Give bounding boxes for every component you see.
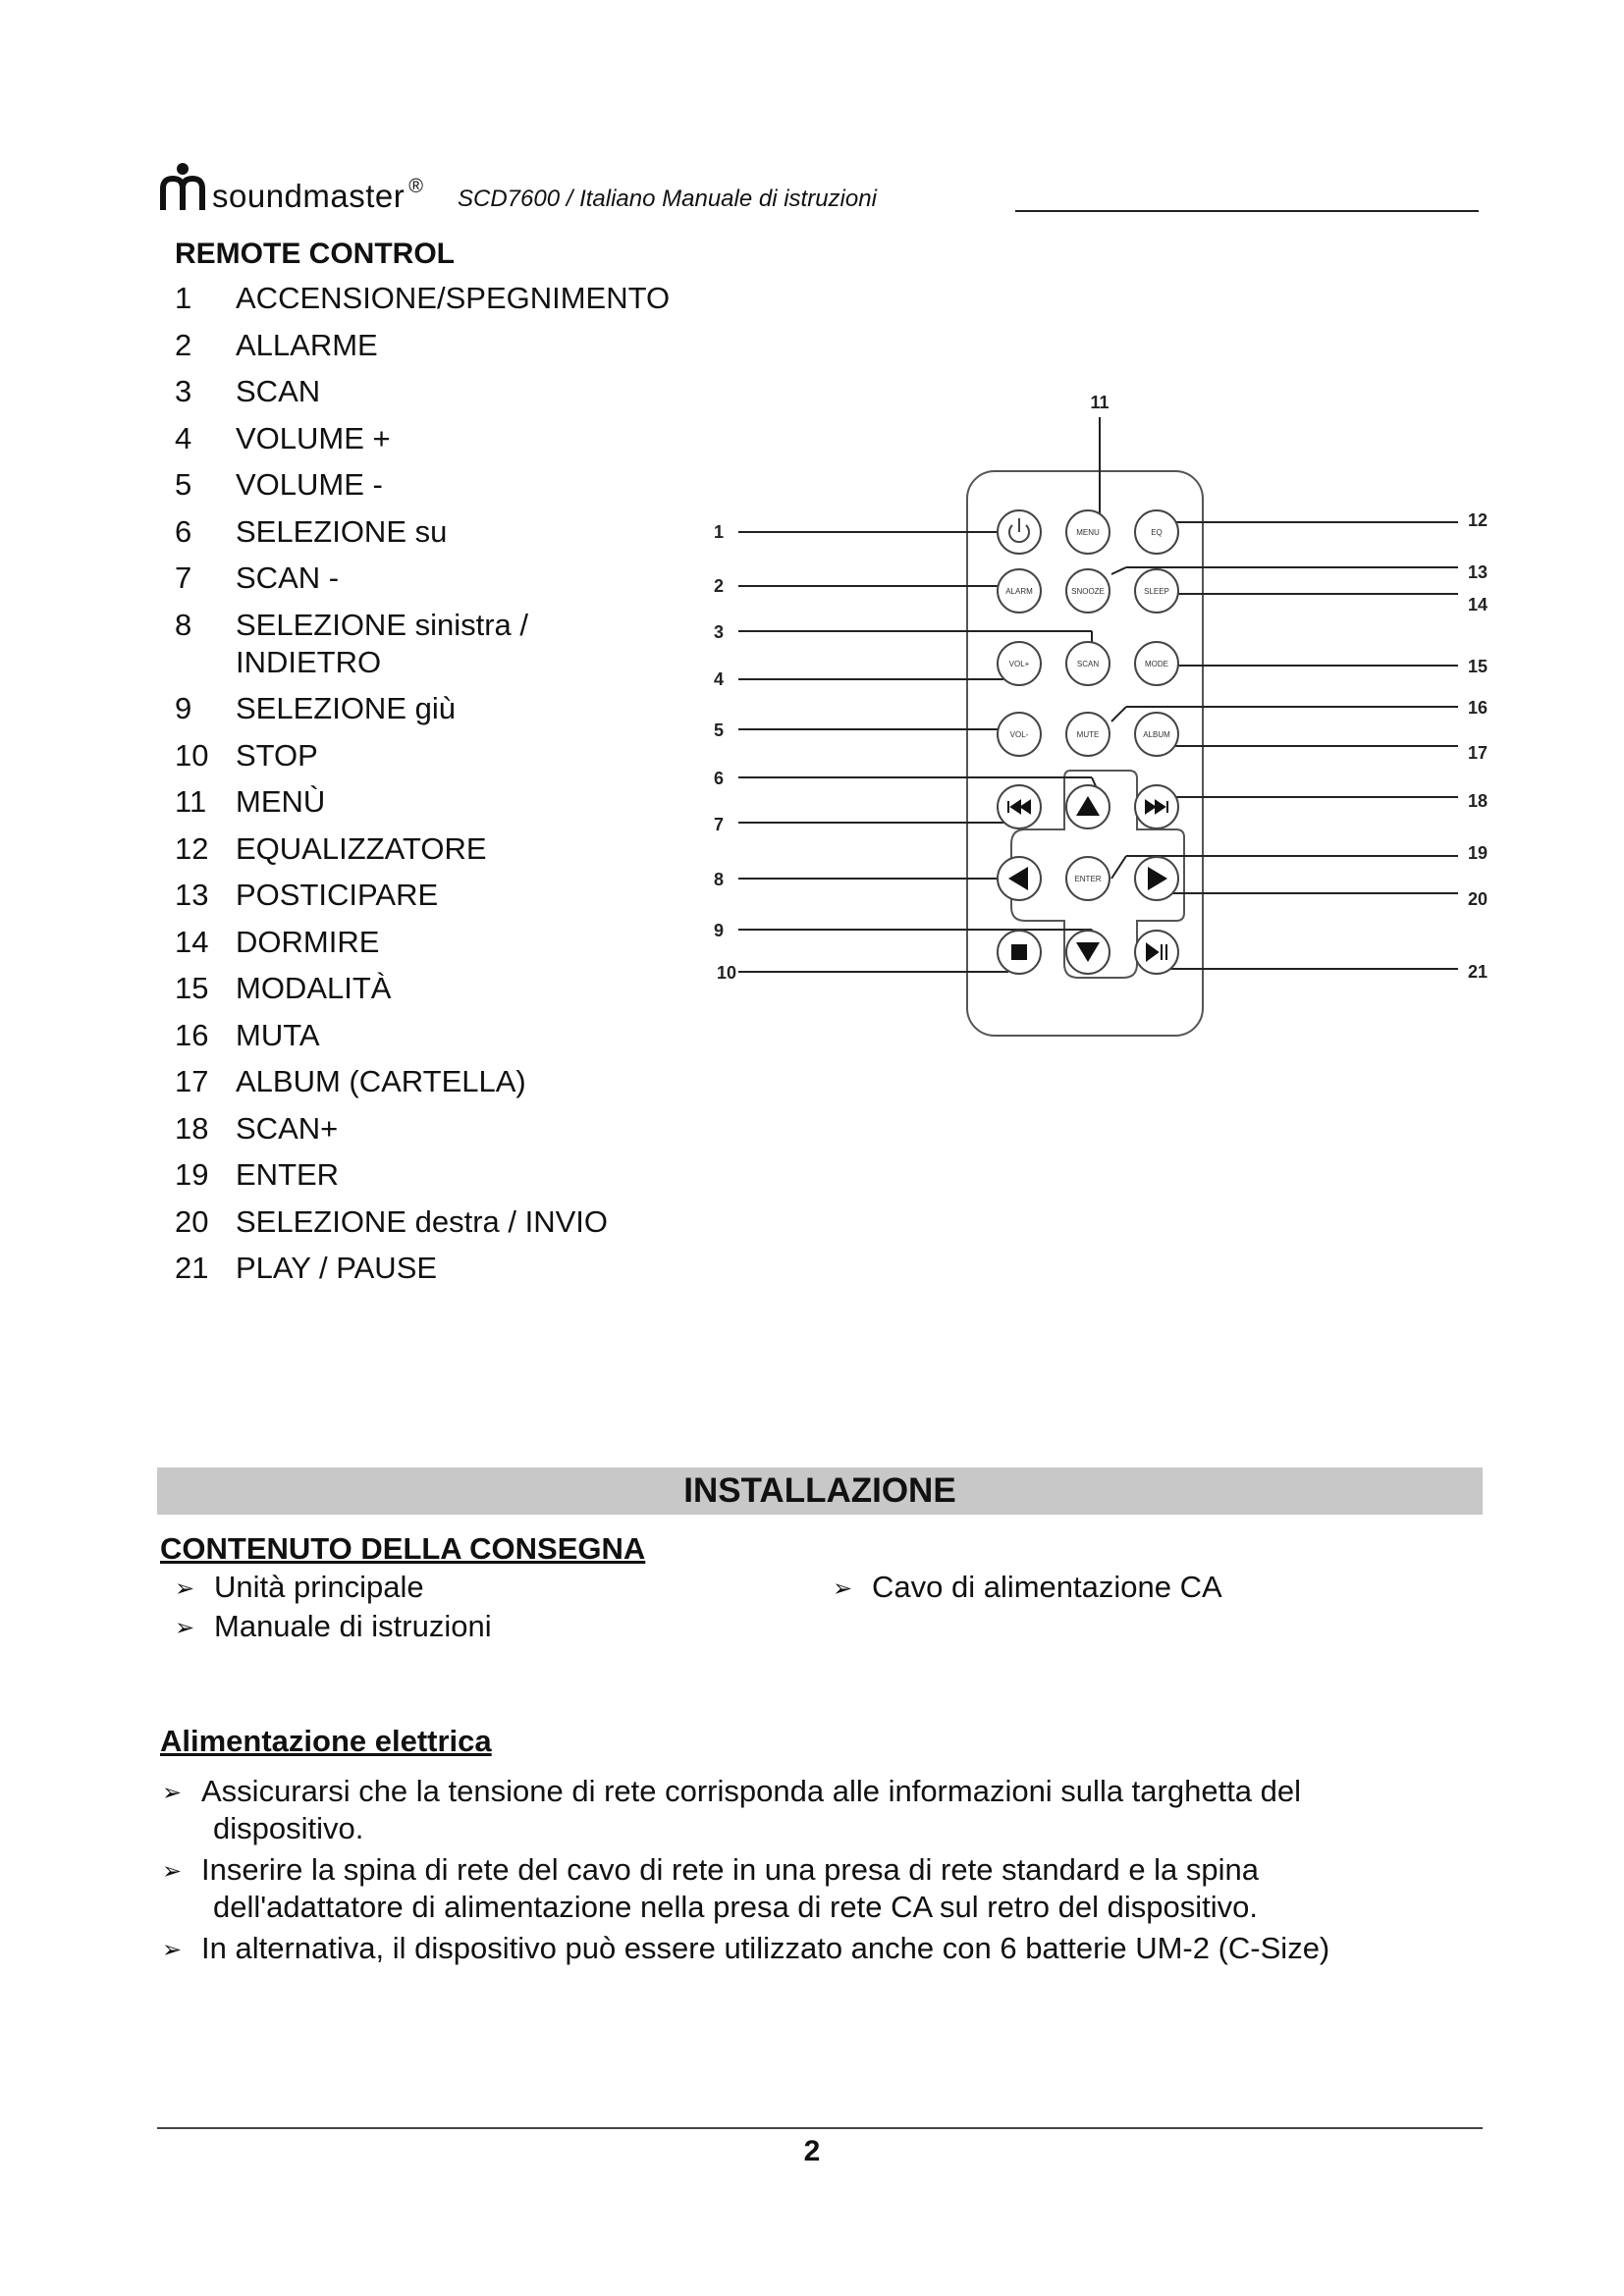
remote-item-label: PLAY / PAUSE (236, 1251, 438, 1285)
voldown-button-label: VOL- (1009, 730, 1029, 739)
contenuto-list-col2 (833, 1569, 1222, 1608)
remote-item-label: SCAN (236, 374, 321, 408)
power-list (162, 1773, 1468, 1973)
arrow-bullet-icon: ➢ (162, 1780, 183, 1806)
remote-item-number: 7 (175, 561, 192, 595)
remote-item-label: EQUALIZZATORE (236, 830, 487, 866)
remote-item-label: SCAN - (236, 561, 340, 595)
remote-item-label: VOLUME + (236, 420, 391, 455)
remote-item-number: 14 (175, 924, 209, 959)
remote-list-item (175, 877, 725, 914)
callout-number: 15 (1467, 657, 1489, 676)
power-title: Alimentazione elettrica (160, 1724, 492, 1758)
soundmaster-logo-icon (159, 161, 206, 212)
remote-item-label: SELEZIONE su (236, 513, 448, 549)
volup-button-label: VOL+ (1008, 660, 1030, 668)
callout-number: 14 (1467, 595, 1489, 614)
remote-item-number: 12 (175, 830, 209, 866)
brand-name: soundmaster (212, 178, 406, 214)
scan-button-label: SCAN (1076, 660, 1100, 668)
album-button-label: ALBUM (1143, 730, 1170, 739)
stop-icon (1011, 944, 1027, 960)
footer-rule (157, 2127, 1483, 2129)
remote-item-number: 6 (175, 513, 192, 549)
remote-item-number: 2 (175, 327, 192, 362)
remote-item-number: 19 (175, 1157, 209, 1192)
remote-item-number: 8 (175, 607, 192, 642)
remote-item-label: DORMIRE (236, 924, 380, 959)
remote-list-item (175, 1110, 725, 1148)
remote-list-item (175, 513, 725, 551)
arrow-bullet-icon: ➢ (162, 1858, 183, 1885)
remote-list-item (175, 1203, 725, 1241)
remote-item-label: MODALITÀ (236, 971, 392, 1005)
arrow-bullet-icon: ➢ (162, 1937, 183, 1963)
section-band-installazione (157, 1468, 1483, 1515)
mute-button-label: MUTE (1076, 730, 1100, 739)
remote-item-number: 15 (175, 971, 209, 1005)
remote-list-item (175, 607, 725, 681)
brand-logo (159, 153, 423, 212)
remote-item-label: ENTER (236, 1157, 340, 1192)
remote-control-title: REMOTE CONTROL (175, 238, 455, 270)
alarm-button-label: ALARM (1005, 587, 1033, 596)
callout-number: 9 (713, 921, 725, 940)
remote-item-label: MENÙ (236, 784, 326, 819)
contenuto-list-col1 (175, 1569, 492, 1647)
sleep-button-label: SLEEP (1144, 587, 1169, 596)
remote-item-number: 3 (175, 374, 192, 408)
remote-item-number: 20 (175, 1203, 209, 1239)
remote-item-number: 1 (175, 281, 192, 315)
remote-list-item (175, 280, 725, 317)
callout-number: 20 (1467, 889, 1489, 909)
remote-item-number: 5 (175, 467, 192, 502)
remote-buttons (998, 510, 1178, 974)
contenuto-title: CONTENUTO DELLA CONSEGNA (160, 1531, 646, 1566)
remote-item-number: 4 (175, 420, 192, 455)
remote-list-item (175, 970, 725, 1007)
remote-item-label: MUTA (236, 1017, 320, 1052)
remote-list-item (175, 466, 725, 504)
callout-number: 18 (1467, 791, 1489, 811)
remote-item-label: SELEZIONE sinistra / INDIETRO (236, 607, 529, 679)
remote-list-item (175, 373, 725, 410)
callout-number: 10 (716, 963, 737, 983)
remote-item-number: 17 (175, 1064, 209, 1098)
remote-item-number: 10 (175, 737, 209, 773)
remote-list-item (175, 783, 725, 821)
list-item: ➢ Cavo di alimentazione CA (833, 1569, 1222, 1608)
remote-item-number: 21 (175, 1251, 209, 1285)
remote-item-number: 11 (175, 784, 207, 819)
remote-diagram (687, 383, 1512, 1070)
remote-item-label: ALLARME (236, 327, 378, 362)
remote-item-label: POSTICIPARE (236, 878, 439, 912)
mode-button-label: MODE (1145, 660, 1168, 668)
remote-list-item (175, 924, 725, 961)
remote-item-number: 13 (175, 878, 209, 912)
callout-number: 21 (1467, 962, 1489, 982)
remote-list-item (175, 690, 725, 727)
callout-number: 11 (1090, 393, 1110, 412)
remote-control-list (175, 280, 725, 1297)
remote-list-item (175, 830, 725, 868)
remote-item-number: 9 (175, 691, 192, 725)
remote-item-label: SCAN+ (236, 1110, 339, 1146)
remote-item-label: STOP (236, 737, 318, 773)
section-title: INSTALLAZIONE (683, 1471, 956, 1510)
callout-number: 8 (713, 870, 725, 889)
callout-number: 19 (1467, 843, 1489, 863)
remote-item-label: VOLUME - (236, 467, 383, 502)
remote-list-item (175, 560, 725, 597)
remote-item-number: 16 (175, 1017, 209, 1052)
list-item: ➢ Inserire la spina di rete del cavo di rete in una presa di rete standard e la spina dell'adattatore di alimentazione nella presa di rete CA sul retro del dispositivo. (162, 1852, 1260, 1924)
list-item: ➢ Unità principale (175, 1569, 492, 1608)
remote-list-item (175, 420, 725, 457)
remote-item-label: SELEZIONE destra / INVIO (236, 1203, 609, 1239)
remote-list-item (175, 1063, 725, 1100)
list-item: ➢ In alternativa, il dispositivo può essere utilizzato anche con 6 batterie UM-2 (C-Size) (162, 1930, 1468, 1969)
remote-item-label: ALBUM (CARTELLA) (236, 1064, 526, 1098)
arrow-bullet-icon: ➢ (175, 1575, 195, 1602)
callout-number: 5 (713, 721, 725, 740)
page-number: 2 (803, 2135, 821, 2167)
enter-button-label: ENTER (1074, 875, 1102, 883)
callout-number: 12 (1467, 510, 1489, 530)
callout-number: 7 (713, 815, 725, 834)
list-item: ➢ Assicurarsi che la tensione di rete corrisponda alle informazioni sulla targhetta del dispositivo. (162, 1774, 1302, 1845)
remote-list-item (175, 327, 725, 364)
callout-number: 2 (713, 576, 725, 596)
arrow-bullet-icon: ➢ (175, 1615, 195, 1641)
remote-list-item (175, 1156, 725, 1194)
callout-number: 16 (1467, 698, 1489, 718)
remote-list-item (175, 1250, 725, 1287)
callout-number: 3 (713, 622, 725, 642)
menu-button-label: MENU (1076, 528, 1100, 537)
remote-item-label: SELEZIONE giù (236, 691, 456, 725)
arrow-bullet-icon: ➢ (833, 1575, 853, 1602)
remote-item-label: ACCENSIONE/SPEGNIMENTO (236, 281, 671, 315)
callout-number: 6 (713, 769, 725, 788)
remote-list-item (175, 737, 725, 774)
list-item: ➢ Manuale di istruzioni (175, 1608, 492, 1647)
document-subtitle: SCD7600 / Italiano Manuale di istruzioni (458, 186, 877, 212)
callout-number: 13 (1467, 562, 1489, 582)
eq-button-label: EQ (1151, 528, 1163, 537)
callout-number: 17 (1467, 743, 1489, 763)
remote-item-number: 18 (175, 1110, 209, 1146)
registered-mark: ® (408, 176, 424, 197)
callout-number: 4 (713, 669, 725, 689)
header-rule (1015, 210, 1479, 212)
remote-list-item (175, 1017, 725, 1054)
callout-number: 1 (713, 522, 725, 542)
snooze-button-label: SNOOZE (1071, 587, 1105, 596)
